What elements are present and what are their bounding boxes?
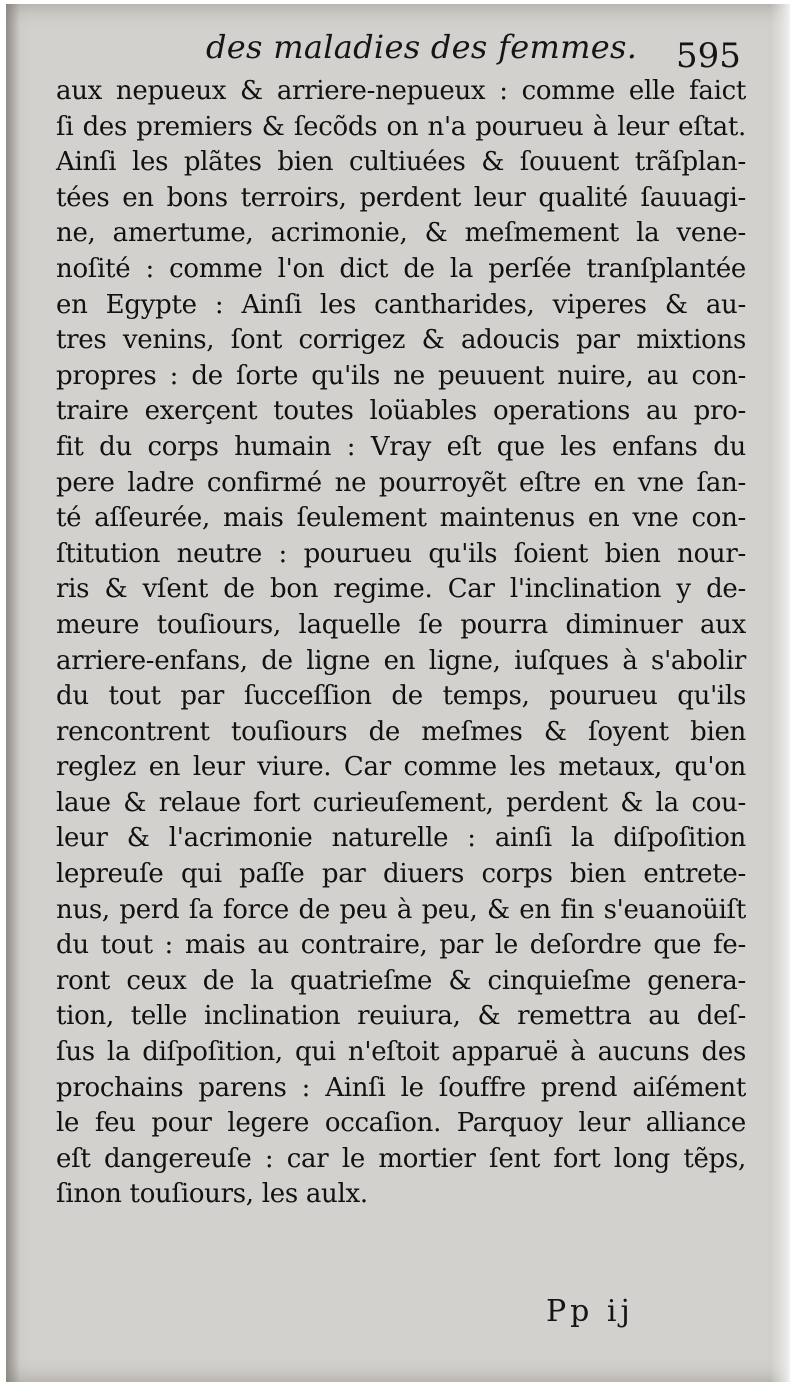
text-line: le feu pour legere occaſion. Parquoy leur alliance xyxy=(56,1108,746,1139)
text-line: ſi des premiers & ſecõds on n'a pourueu à leur eſtat. xyxy=(56,111,746,142)
text-line: noſité : comme l'on dict de la perſée tranſplantée xyxy=(56,253,746,284)
text-line: ront ceux de la quatrieſme & cinquieſme genera- xyxy=(56,965,746,996)
text-line: fit du corps humain : Vray eſt que les enfans du xyxy=(56,431,746,462)
text-line: leur & l'acrimonie naturelle : ainſi la diſpoſition xyxy=(56,823,746,854)
book-page xyxy=(6,4,790,1382)
text-line: tres venins, ſont corrigez & adoucis par mixtions xyxy=(56,325,746,356)
text-line: traire exerçent toutes loüables operations au pro- xyxy=(56,396,746,427)
text-line: meure touſiours, laquelle ſe pourra diminuer aux xyxy=(56,609,746,640)
text-line: Ainſi les plãtes bien cultiuées & ſouuent trãſplan- xyxy=(56,147,746,178)
text-line: du tout par ſucceſſion de temps, pourueu qu'ils xyxy=(56,681,746,712)
text-line: tion, telle inclination reuiura, & remettra au deſ- xyxy=(56,1001,746,1032)
text-line: ſus la diſpoſition, qui n'eſtoit apparuë à aucuns des xyxy=(56,1037,746,1068)
text-line: ne, amertume, acrimonie, & meſmement la vene- xyxy=(56,218,746,249)
text-line: prochains parens : Ainſi le ſouffre prend aiſément xyxy=(56,1072,746,1103)
text-line: aux nepueux & arriere-nepueux : comme elle faict xyxy=(56,76,746,106)
text-line: ris & vſent de bon regime. Car l'inclination y de- xyxy=(56,574,746,605)
signature-mark: Pp ij xyxy=(546,1294,634,1329)
text-line: ſtitution neutre : pourueu qu'ils ſoient bien nour- xyxy=(56,538,746,569)
text-line: lepreuſe qui paſſe par diuers corps bien entrete- xyxy=(56,859,746,890)
text-line: du tout : mais au contraire, par le deſordre que fe- xyxy=(56,930,746,961)
text-line: laue & relaue fort curieuſement, perdent & la cou- xyxy=(56,787,746,818)
text-line: ſinon touſiours, les aulx. xyxy=(56,1179,368,1210)
text-line: propres : de ſorte qu'ils ne peuuent nuire, au con- xyxy=(56,360,746,391)
text-line: arriere-enfans, de ligne en ligne, iuſques à s'abolir xyxy=(56,645,746,676)
text-line: en Egypte : Ainſi les cantharides, viperes & au- xyxy=(56,289,746,320)
text-line: nus, perd ſa force de peu à peu, & en fin s'euanoüiſt xyxy=(56,894,746,925)
page-number: 595 xyxy=(676,36,741,76)
text-line: reglez en leur viure. Car comme les metaux, qu'on xyxy=(56,752,746,783)
running-head: des maladies des femmes. xyxy=(206,28,638,66)
text-line: eſt dangereuſe : car le mortier ſent fort long tẽps, xyxy=(56,1143,746,1174)
text-line: té aſſeurée, mais ſeulement maintenus en vne con- xyxy=(56,503,746,534)
body-text xyxy=(56,74,746,1213)
page-header xyxy=(6,22,790,82)
text-line: tées en bons terroirs, perdent leur qualité ſauuagi- xyxy=(56,182,746,213)
text-line: rencontrent touſiours de meſmes & ſoyent bien xyxy=(56,716,746,747)
text-line: pere ladre confirmé ne pourroyẽt eſtre en vne ſan- xyxy=(56,467,746,498)
